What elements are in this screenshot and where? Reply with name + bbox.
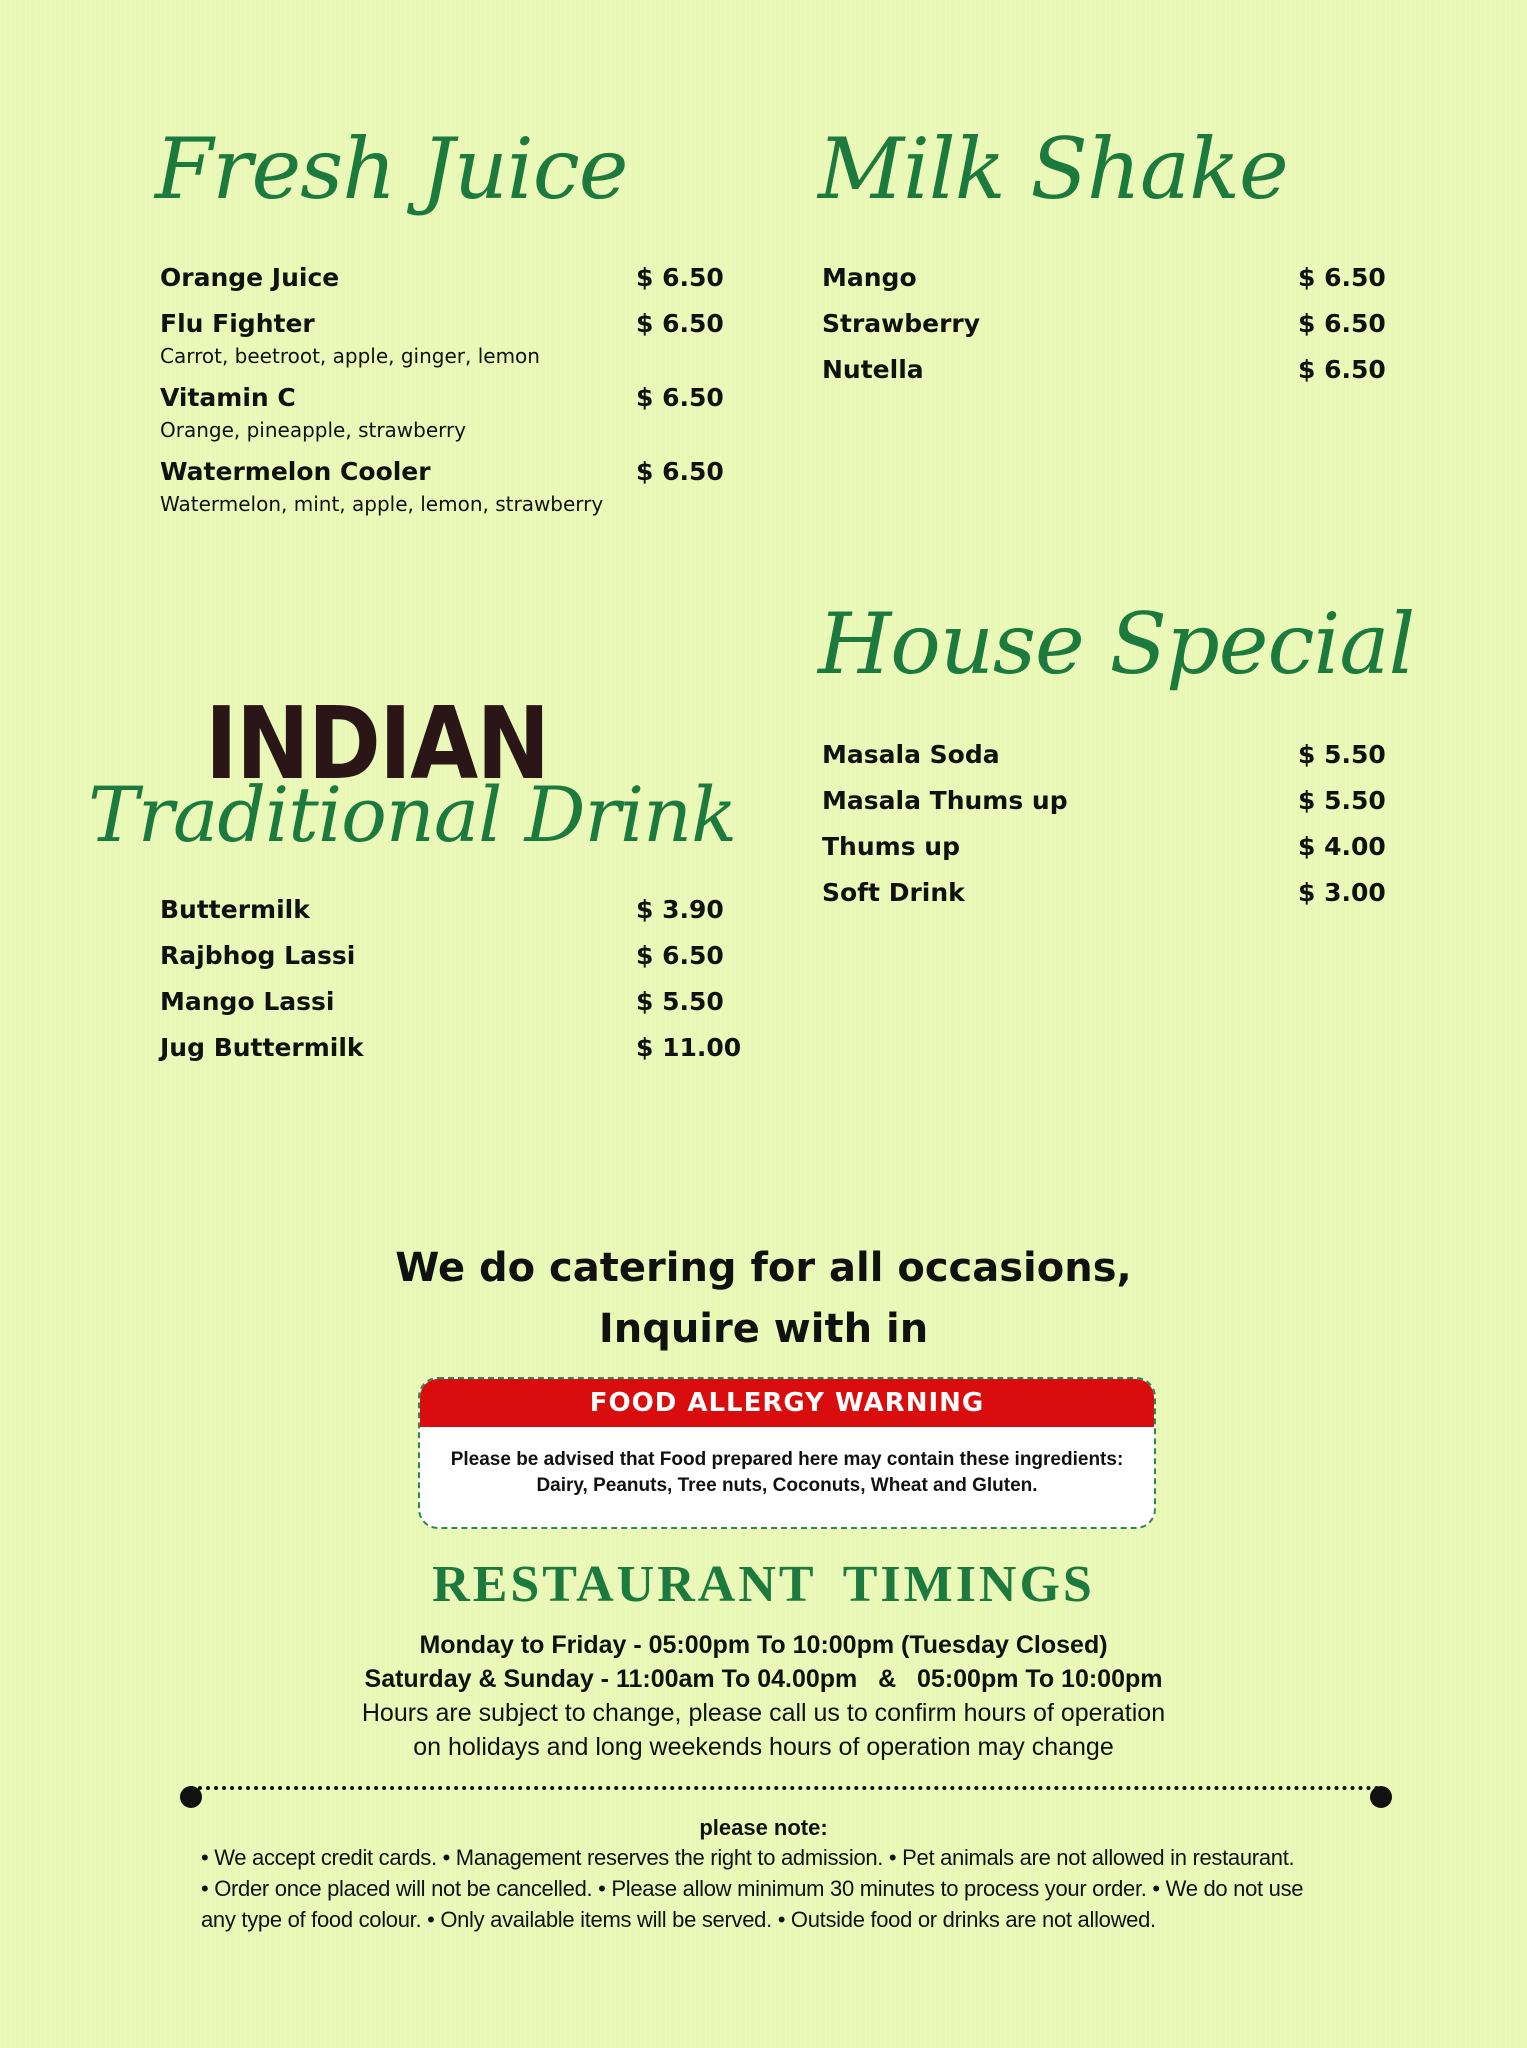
menu-item xyxy=(160,457,760,531)
menu-item xyxy=(822,786,1422,832)
catering-line-2: Inquire with in xyxy=(598,1306,929,1352)
item-name: Flu Fighter xyxy=(160,309,315,338)
item-name: Mango xyxy=(822,263,917,292)
menu-item xyxy=(160,941,760,987)
item-price: $ 6.50 xyxy=(636,309,724,338)
menu-item xyxy=(160,309,760,383)
menu-item xyxy=(822,740,1422,786)
item-price: $ 6.50 xyxy=(1298,355,1386,384)
hours-note-1: Hours are subject to change, please call us to confirm hours of operation xyxy=(361,1699,1166,1727)
menu-item xyxy=(160,895,760,941)
menu-item xyxy=(822,309,1422,355)
item-name: Nutella xyxy=(822,355,924,384)
item-price: $ 6.50 xyxy=(636,941,724,970)
divider-dot-right xyxy=(1370,1786,1392,1808)
item-price: $ 5.50 xyxy=(636,987,724,1016)
item-price: $ 6.50 xyxy=(636,263,724,292)
item-description: Carrot, beetroot, apple, ginger, lemon xyxy=(160,344,540,368)
item-name: Strawberry xyxy=(822,309,981,338)
please-note-title: please note: xyxy=(699,1815,828,1840)
menu-item xyxy=(822,878,1422,924)
hours-note-2: on holidays and long weekends hours of operation may change xyxy=(413,1733,1114,1761)
fresh-juice-list xyxy=(160,263,760,531)
item-price: $ 5.50 xyxy=(1298,786,1386,815)
item-price: $ 3.90 xyxy=(636,895,724,924)
indian-drinks-list xyxy=(160,895,760,1079)
note-line-2: • Order once placed will not be cancelled. • Please allow minimum 30 minutes to process your order. • We do not use xyxy=(201,1876,1304,1901)
restaurant-timings-title: RESTAURANT TIMINGS xyxy=(432,1556,1095,1613)
item-name: Jug Buttermilk xyxy=(160,1033,364,1062)
house-special-list xyxy=(822,740,1422,924)
catering-line-1: We do catering for all occasions, xyxy=(395,1245,1132,1291)
milk-shake-heading: Milk Shake xyxy=(818,120,1288,218)
menu-item xyxy=(160,1033,760,1079)
allergy-line-2: Dairy, Peanuts, Tree nuts, Coconuts, Wheat and Gluten. xyxy=(536,1475,1038,1496)
menu-item xyxy=(822,832,1422,878)
note-line-3: any type of food colour. • Only available items will be served. • Outside food or drinks are not allowed. xyxy=(201,1907,1156,1932)
item-price: $ 6.50 xyxy=(1298,309,1386,338)
item-price: $ 3.00 xyxy=(1298,878,1386,907)
item-name: Soft Drink xyxy=(822,878,965,907)
weekday-hours: Monday to Friday - 05:00pm To 10:00pm (Tuesday Closed) xyxy=(419,1631,1108,1659)
item-price: $ 6.50 xyxy=(636,457,724,486)
food-allergy-warning xyxy=(418,1377,1156,1529)
menu-item xyxy=(160,263,760,309)
fresh-juice-heading: Fresh Juice xyxy=(155,120,628,218)
item-description: Orange, pineapple, strawberry xyxy=(160,418,467,442)
item-name: Masala Thums up xyxy=(822,786,1068,815)
item-price: $ 5.50 xyxy=(1298,740,1386,769)
dotted-divider xyxy=(190,1786,1380,1792)
item-price: $ 11.00 xyxy=(636,1033,742,1062)
item-name: Buttermilk xyxy=(160,895,310,924)
traditional-drink-heading: Traditional Drink xyxy=(88,770,737,859)
allergy-heading: FOOD ALLERGY WARNING xyxy=(420,1379,1154,1427)
indian-heading: INDIAN xyxy=(205,685,549,802)
menu-item xyxy=(822,355,1422,401)
item-name: Thums up xyxy=(822,832,960,861)
weekend-hours: Saturday & Sunday - 11:00am To 04.00pm & 05:00pm To 10:00pm xyxy=(364,1665,1163,1693)
milk-shake-list xyxy=(822,263,1422,401)
item-name: Vitamin C xyxy=(160,383,296,412)
item-price: $ 6.50 xyxy=(636,383,724,412)
item-name: Orange Juice xyxy=(160,263,340,292)
item-name: Mango Lassi xyxy=(160,987,335,1016)
house-special-heading: House Special xyxy=(818,595,1415,693)
allergy-body xyxy=(420,1427,1154,1499)
item-description: Watermelon, mint, apple, lemon, strawberry xyxy=(160,492,604,516)
item-price: $ 4.00 xyxy=(1298,832,1386,861)
item-name: Watermelon Cooler xyxy=(160,457,431,486)
allergy-line-1: Please be advised that Food prepared here may contain these ingredients: xyxy=(450,1449,1124,1470)
note-line-1: • We accept credit cards. • Management reserves the right to admission. • Pet animals are not allowed in restaurant. xyxy=(201,1845,1295,1870)
item-price: $ 6.50 xyxy=(1298,263,1386,292)
menu-item xyxy=(160,987,760,1033)
menu-item xyxy=(822,263,1422,309)
menu-item xyxy=(160,383,760,457)
item-name: Rajbhog Lassi xyxy=(160,941,356,970)
item-name: Masala Soda xyxy=(822,740,1000,769)
